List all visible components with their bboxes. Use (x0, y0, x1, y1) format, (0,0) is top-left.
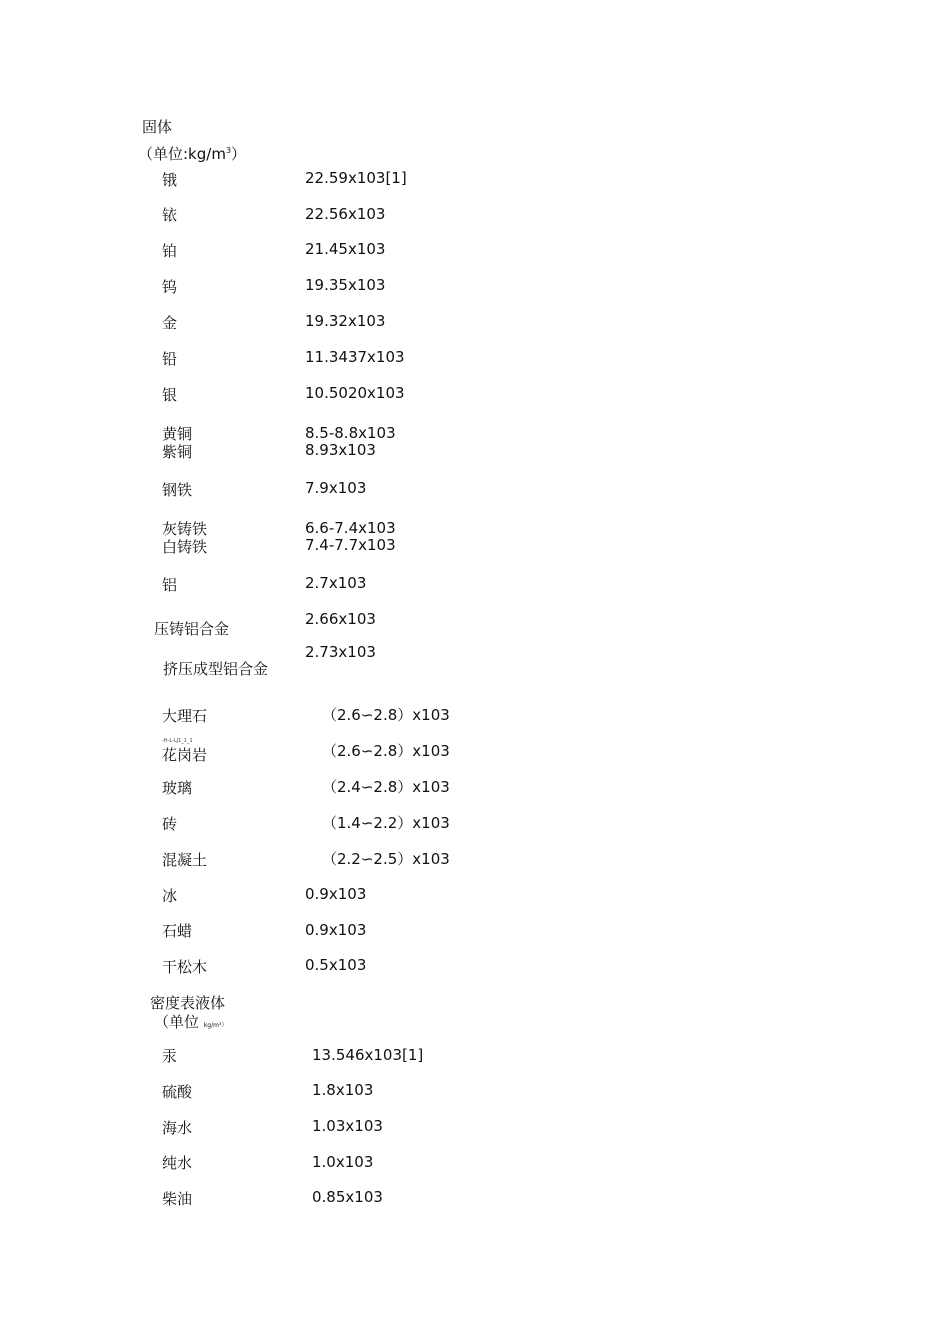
solid-name: 钨 (162, 278, 178, 296)
solid-value: （2.2∽2.5）x103 (322, 850, 450, 868)
solid-value: 22.59x103[1] (305, 169, 407, 187)
solids-unit-suffix: ） (231, 145, 247, 163)
solid-value: （2.6∽2.8）x103 (322, 742, 450, 760)
solid-value: 6.6-7.4x103 (305, 519, 396, 537)
solid-name: 混凝土 (162, 851, 208, 869)
solid-name: 锇 (162, 171, 178, 189)
solid-name: 铝 (162, 576, 178, 594)
liquid-name: 硫酸 (162, 1083, 193, 1101)
solid-name: 铱 (162, 206, 178, 224)
solid-value: 2.66x103 (305, 610, 376, 628)
solid-name: 铂 (162, 242, 178, 260)
liquid-name: 汞 (162, 1047, 178, 1065)
solid-value: 2.73x103 (305, 643, 376, 661)
solid-name: 灰铸铁 (162, 520, 208, 538)
solids-title: 固体 (142, 118, 173, 136)
solids-unit (138, 142, 246, 163)
liquid-value: 1.03x103 (312, 1117, 383, 1135)
solids-unit-prefix: （单位:kg/m (138, 145, 226, 163)
solid-value: 8.93x103 (305, 441, 376, 459)
solid-value: 0.9x103 (305, 885, 367, 903)
solid-value: 21.45x103 (305, 240, 386, 258)
solid-name: 砖 (162, 815, 178, 833)
solid-value: 8.5-8.8x103 (305, 424, 396, 442)
liquids-unit (154, 1013, 227, 1035)
solid-value: 7.4-7.7x103 (305, 536, 396, 554)
solid-name: 挤压成型铝合金 (163, 660, 269, 678)
stray-mark: -H-L-LJ1_1_1 (162, 738, 193, 744)
solid-name: 银 (162, 386, 178, 404)
solid-name: 玻璃 (162, 779, 193, 797)
solid-name: 金 (162, 314, 178, 332)
solid-name: 铅 (162, 350, 178, 368)
solid-name: 干松木 (162, 958, 208, 976)
solid-value: 19.32x103 (305, 312, 386, 330)
solid-value: 7.9x103 (305, 479, 367, 497)
liquid-value: 1.0x103 (312, 1153, 374, 1171)
solid-value: （2.4∽2.8）x103 (322, 778, 450, 796)
solid-value: 0.9x103 (305, 921, 367, 939)
solid-name: 白铸铁 (162, 538, 208, 556)
solid-value: 22.56x103 (305, 205, 386, 223)
solid-value: 11.3437x103 (305, 348, 405, 366)
solid-value: 0.5x103 (305, 956, 367, 974)
solid-value: 2.7x103 (305, 574, 367, 592)
solid-value: （2.6∽2.8）x103 (322, 706, 450, 724)
liquid-name: 纯水 (162, 1154, 193, 1172)
liquid-value: 13.546x103[1] (312, 1046, 424, 1064)
liquids-title: 密度表液体 (150, 994, 226, 1012)
solid-name: 压铸铝合金 (154, 620, 230, 638)
liquid-value: 0.85x103 (312, 1188, 383, 1206)
solid-name: 花岗岩 (162, 746, 208, 764)
liquid-name: 柴油 (162, 1190, 193, 1208)
liquids-unit-small: kg/m³） (203, 1022, 228, 1029)
solid-name: 黄铜 (162, 425, 193, 443)
solid-value: （1.4∽2.2）x103 (322, 814, 450, 832)
solid-value: 10.5020x103 (305, 384, 405, 402)
solid-name: 钢铁 (162, 481, 193, 499)
liquids-unit-prefix: （单位 (154, 1013, 200, 1031)
solid-name: 大理石 (162, 707, 208, 725)
liquid-name: 海水 (162, 1119, 193, 1137)
solids-unit-sup: 3 (225, 146, 232, 155)
liquid-value: 1.8x103 (312, 1081, 374, 1099)
solid-name: 石蜡 (162, 922, 193, 940)
solid-value: 19.35x103 (305, 276, 386, 294)
solid-name: 冰 (162, 887, 178, 905)
solid-name: 紫铜 (162, 443, 193, 461)
